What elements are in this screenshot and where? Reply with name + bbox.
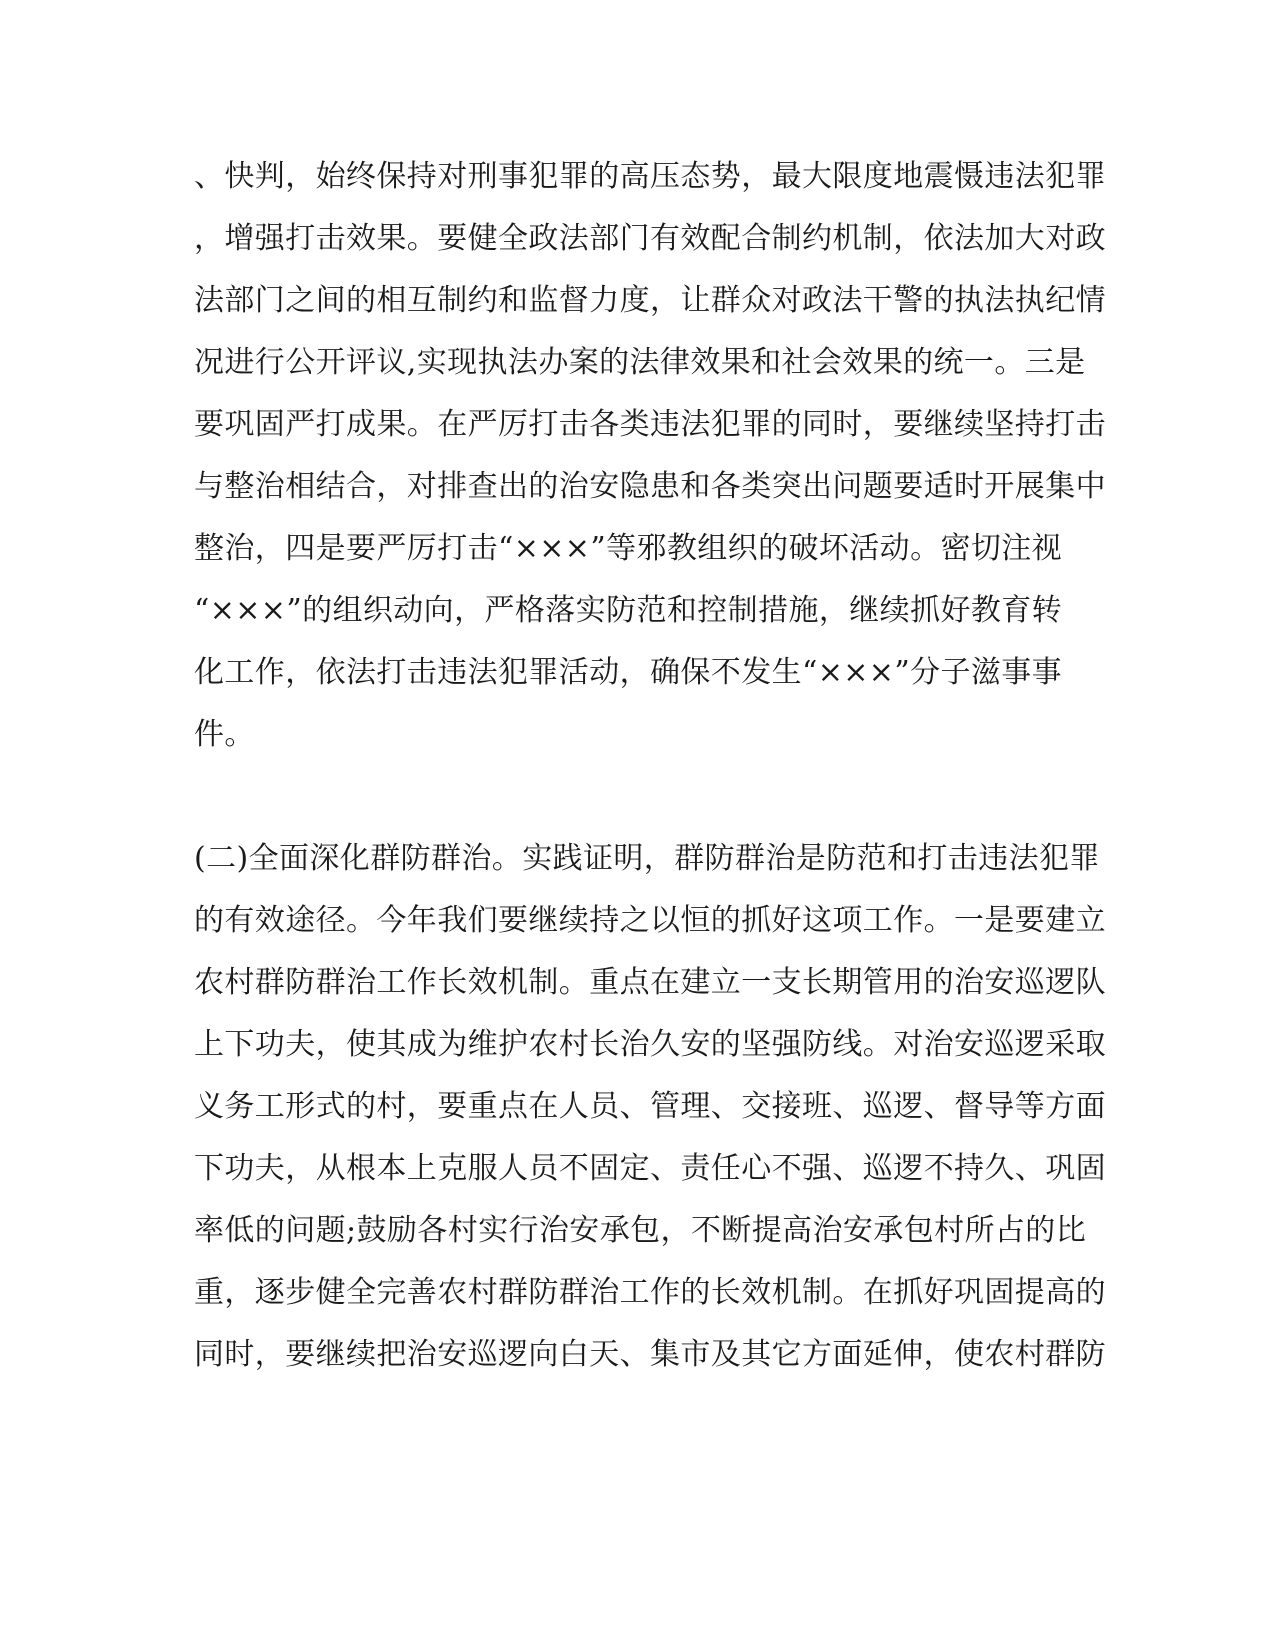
text-line: 同时，要继续把治安巡逻向白天、集市及其它方面延伸，使农村群防 [194,1337,1106,1372]
text-line: 要巩固严打成果。在严厉打击各类违法犯罪的同时，要继续坚持打击 [194,407,1106,442]
text-line: 整治，四是要严厉打击“×××”等邪教组织的破坏活动。密切注视 [194,531,1063,566]
text-line: 、快判，始终保持对刑事犯罪的高压态势，最大限度地震慑违法犯罪 [194,159,1106,194]
text-line: (二)全面深化群防群治。实践证明，群防群治是防范和打击违法犯罪 [194,841,1100,876]
text-line: 下功夫，从根本上克服人员不固定、责任心不强、巡逻不持久、巩固 [194,1151,1106,1186]
text-line: 上下功夫，使其成为维护农村长治久安的坚强防线。对治安巡逻采取 [194,1027,1106,1062]
text-line: 化工作，依法打击违法犯罪活动，确保不发生“×××”分子滋事事 [194,655,1063,690]
text-line: 法部门之间的相互制约和监督力度，让群众对政法干警的执法执纪情 [194,283,1106,318]
text-line: 件。 [194,717,255,752]
text-line: 的有效途径。今年我们要继续持之以恒的抓好这项工作。一是要建立 [194,903,1106,938]
text-line: 义务工形式的村，要重点在人员、管理、交接班、巡逻、督导等方面 [194,1089,1106,1124]
text-line: 农村群防群治工作长效机制。重点在建立一支长期管用的治安巡逻队 [194,965,1106,1000]
text-line: “×××”的组织动向，严格落实防范和控制措施，继续抓好教育转 [194,593,1063,628]
text-line: 率低的问题;鼓励各村实行治安承包，不断提高治安承包村所占的比 [194,1213,1087,1248]
text-line: 与整治相结合，对排查出的治安隐患和各类突出问题要适时开展集中 [194,469,1106,504]
text-line: ，增强打击效果。要健全政法部门有效配合制约机制，依法加大对政 [194,221,1106,256]
text-line: 况进行公开评议,实现执法办案的法律效果和社会效果的统一。三是 [194,345,1086,380]
text-line: 重，逐步健全完善农村群防群治工作的长效机制。在抓好巩固提高的 [194,1275,1106,1310]
